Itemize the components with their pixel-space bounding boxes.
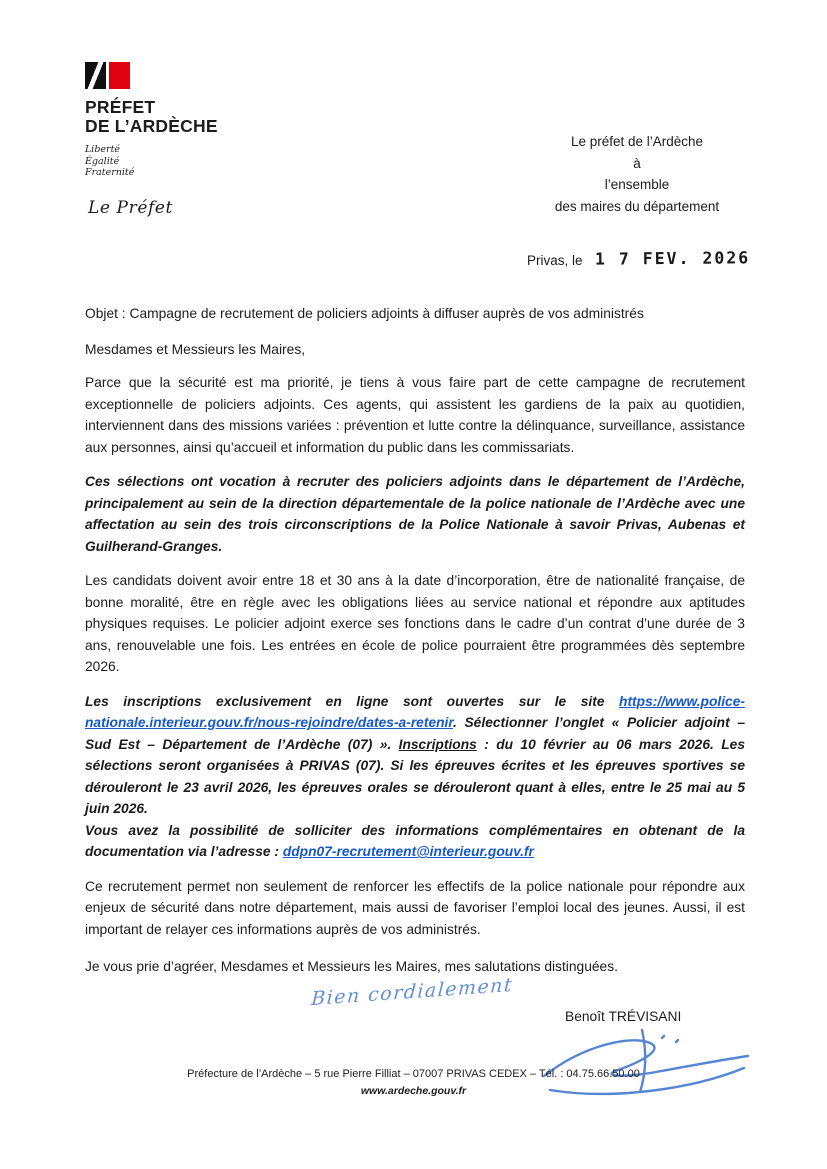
- recipient-line: des maires du département: [554, 198, 720, 214]
- footer-website: www.ardeche.gouv.fr: [360, 1085, 467, 1097]
- letter-body: [85, 303, 745, 1114]
- prefecture-brand-block: [85, 62, 218, 179]
- paragraph-benefits: Ce recrutement permet non seulement de renforcer les effectifs de la police nationale pour répondre aux enjeux de sécurité dans notre département, mais aussi de favoriser l’emploi local des jeunes. Aussi, il est important de relayer ces informations auprès de vos administrés.: [85, 878, 745, 937]
- salutation: Mesdames et Messieurs les Maires,: [85, 341, 306, 357]
- republic-motto: [85, 144, 218, 179]
- prefecture-name-line2: DE L’ARDÈCHE: [85, 116, 218, 136]
- contact-seg1: Vous avez la possibilité de solliciter des informations complémentaires en obtenant de la documentation via l’adresse :: [85, 822, 745, 859]
- date-line: [527, 250, 750, 269]
- paragraph-selection: Ces sélections ont vocation à recruter des policiers adjoints dans le département de l’Ardèche, principalement au sein de la direction départementale de la police nationale de l’Ardèche avec une affectation au sein des trois circonscriptions de la Police Nationale à savoir Privas, Aubenas et Guilherand-Granges.: [85, 474, 745, 554]
- french-flag-emblem: [85, 62, 131, 89]
- motto-egalite: Égalité: [85, 155, 120, 167]
- recipient-line: à: [633, 155, 641, 171]
- handwritten-note: Bien cordialement: [310, 973, 514, 1010]
- inscriptions-seg3: : du 10 février au 06 mars 2026. Les sélections seront organisées à PRIVAS (07). Si les épreuves écrites et les épreuves sportives se dérouleront le 23 avril 2026, les épreuves orales se dérouleront quant à elles, entre le 25 mai au 5 juin 2026.: [85, 736, 745, 816]
- motto-fraternite: Fraternité: [85, 167, 135, 178]
- place-label: Privas, le: [527, 253, 583, 268]
- subject-label: Objet :: [85, 306, 126, 321]
- flag-dark-stripe: [85, 62, 106, 89]
- paragraph-intro: Parce que la sécurité est ma priorité, je tiens à vous faire part de cette campagne de recrutement exceptionnelle de policiers adjoints. Ces agents, qui assistent les gardiens de la paix au quotidien, interviennent dans des missions variées : prévention et lutte contre la délinquance, surveillance, assistance aux personnes, ainsi qu’accueil et information du public dans les commissariats.: [85, 375, 745, 455]
- subject-line: [85, 303, 745, 325]
- date-stamp: 1 7 FEV. 2026: [594, 248, 750, 269]
- contact-email-link[interactable]: ddpn07-recrutement@interieur.gouv.fr: [282, 844, 534, 859]
- paragraph-candidates: Les candidats doivent avoir entre 18 et 30 ans à la date d’incorporation, être de nationalité française, de bonne moralité, être en règle avec les obligations liées au service national et répondre aux aptitudes physiques requises. Le policier adjoint exerce ses fonctions dans le cadre d’un contrat d’une durée de 3 ans, renouvelable une fois. Les entrées en école de police pourraient être programmées dès septembre 2026.: [85, 573, 745, 674]
- recipient-line: Le préfet de l’Ardèche: [570, 134, 704, 149]
- page-footer: [0, 1066, 827, 1100]
- inscriptions-underlined-word: Inscriptions: [398, 736, 477, 752]
- signer-name: Benoît TRÉVISANI: [565, 1008, 682, 1024]
- inscriptions-seg2: . Sélectionner l’onglet « Policier adjoint – Sud Est – Département de l’Ardèche (07) ».: [85, 715, 745, 752]
- inscriptions-seg1: Les inscriptions exclusivement en ligne sont ouvertes sur le site: [85, 693, 620, 709]
- registration-link[interactable]: https://www.police-nationale.interieur.gouv.fr/nous-rejoindre/dates-a-retenir: [85, 693, 745, 730]
- prefecture-name-line1: PRÉFET: [85, 97, 156, 117]
- closing-line: Je vous prie d’agréer, Mesdames et Messieurs les Maires, mes salutations distinguées.: [85, 959, 618, 974]
- footer-address: Préfecture de l’Ardèche – 5 rue Pierre Filliat – 07007 PRIVAS CEDEX – Tél. : 04.75.66.50.00: [187, 1068, 640, 1080]
- paragraph-contact: [85, 820, 745, 863]
- motto-liberte: Liberté: [85, 144, 121, 155]
- recipient-block: [487, 131, 787, 217]
- recipient-line: l’ensemble: [604, 177, 670, 192]
- prefecture-name: [85, 98, 218, 136]
- paragraph-inscriptions: [85, 691, 745, 820]
- subject-text: Campagne de recrutement de policiers adjoints à diffuser auprès de vos administrés: [129, 306, 644, 321]
- flag-red-stripe: [109, 62, 130, 89]
- sender-title-script: Le Préfet: [88, 198, 173, 218]
